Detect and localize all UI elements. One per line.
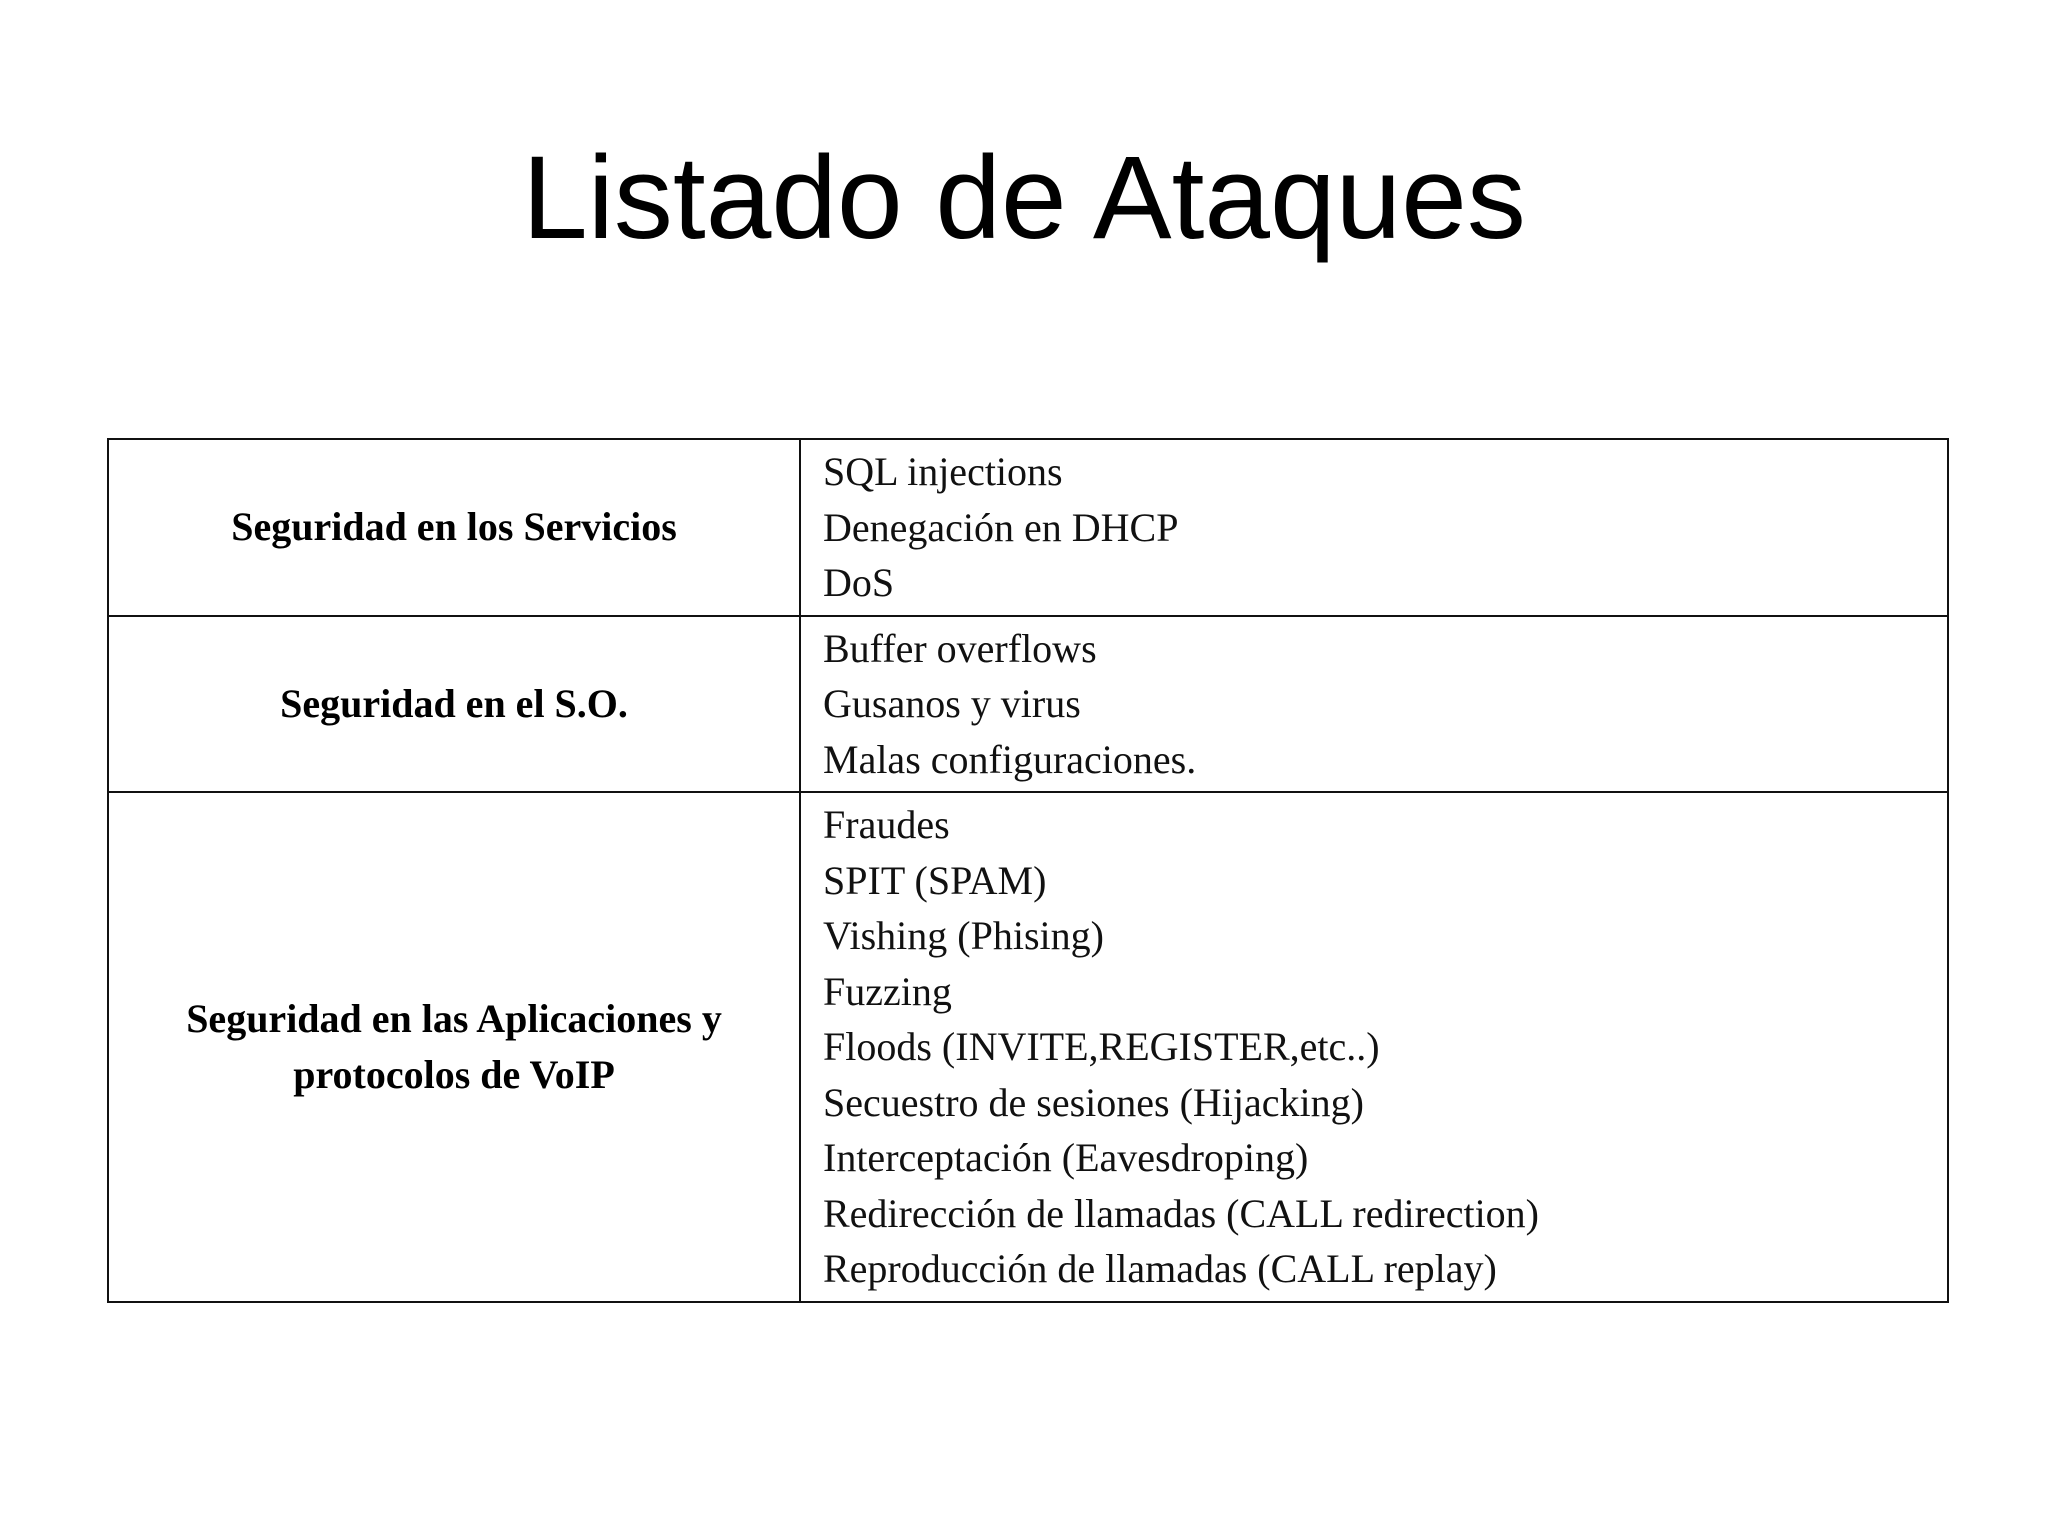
attack-item: Denegación en DHCP (823, 504, 1179, 550)
attack-list-cell (800, 616, 1948, 793)
table-row-services (108, 439, 1948, 616)
attack-item: DoS (823, 560, 895, 605)
attack-item: SQL injections (823, 449, 1063, 494)
attack-item: Floods (INVITE,REGISTER,etc..) (823, 1024, 1380, 1069)
attack-item: Vishing (Phising) (823, 913, 1104, 958)
attack-item: Fraudes (823, 802, 950, 847)
category-cell: Seguridad en el S.O. (108, 616, 800, 793)
category-cell: Seguridad en las Aplicaciones y protocolos de VoIP (108, 792, 800, 1302)
attack-item: Buffer overflows (823, 625, 1097, 671)
table-row-voip (108, 792, 1948, 1302)
category-cell: Seguridad en los Servicios (108, 439, 800, 616)
attack-item: Interceptación (Eavesdroping) (823, 1135, 1309, 1180)
table-row-os (108, 616, 1948, 793)
attack-item: SPIT (SPAM) (823, 857, 1047, 903)
attack-item: Secuestro de sesiones (Hijacking) (823, 1079, 1364, 1125)
attack-item: Gusanos y virus (823, 681, 1081, 726)
attack-list-cell (800, 439, 1948, 616)
attack-item: Redirección de llamadas (CALL redirection) (823, 1190, 1539, 1236)
attack-list-cell (800, 792, 1948, 1302)
attacks-table (107, 438, 1949, 1303)
slide-title: Listado de Ataques (522, 132, 1526, 264)
attack-item: Reproducción de llamadas (CALL replay) (823, 1246, 1497, 1291)
attack-item: Fuzzing (823, 968, 952, 1014)
attack-item: Malas configuraciones. (823, 736, 1197, 782)
